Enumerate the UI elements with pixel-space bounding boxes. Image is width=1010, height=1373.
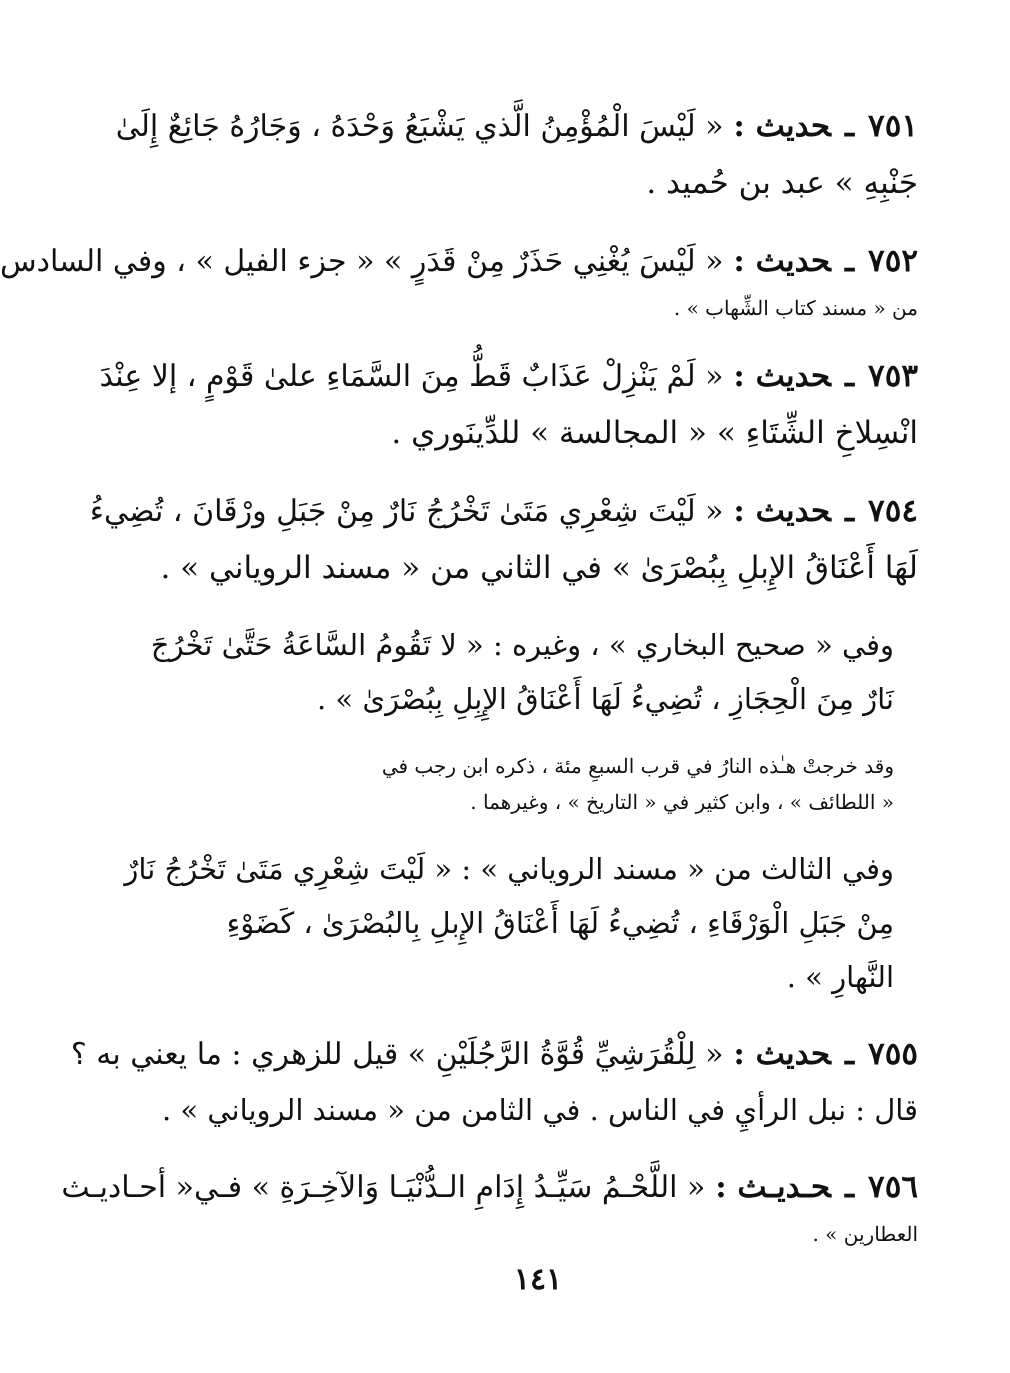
paragraph-line: وقد خرجتْ هـٰذه النارُ في قرب السبعِ مئة ، ذكره ابن رجب في: [381, 754, 894, 778]
commentary-paragraph-bukhari: [150, 618, 918, 726]
hadith-entry-756: [61, 1159, 918, 1252]
commentary-paragraph-fire-note: [166, 748, 918, 820]
entry-continuation: العطارين » .: [812, 1222, 918, 1246]
entry-line-1: [89, 483, 918, 540]
entry-number: ٧٥٥: [868, 1036, 918, 1072]
entry-number: ٧٥٤: [868, 493, 918, 529]
entry-dash: ـ: [844, 493, 855, 529]
entry-dash: ـ: [844, 108, 855, 144]
entry-text: « لَيْسَ الْمُؤْمِنُ الَّذي يَشْبَعُ وَحْدَهُ ، وَجَارُهُ جَائِعٌ إِلَىٰ: [115, 109, 724, 144]
entry-line-2: [161, 1083, 918, 1137]
commentary-paragraph-ruyani: [124, 842, 918, 1004]
paragraph-line: « اللطائف » ، وابن كثير في « التاريخ » ، وغيرهما .: [470, 790, 894, 814]
entry-keyword: حـديـث :: [715, 1169, 831, 1205]
entry-number: ٧٥١: [868, 108, 918, 144]
hadith-entry-755: [70, 1026, 918, 1137]
paragraph-line: نَارٌ مِنَ الْحِجَازِ ، تُضِيءُ لَهَا أَعْنَاقُ الإِبِلِ بِبُصْرَىٰ » .: [316, 682, 894, 716]
page-number: ١٤١: [513, 1262, 563, 1297]
entry-text: « لِلْقُرَشِيِّ قُوَّةُ الرَّجُلَيْنِ » قيل للزهري : ما يعني به ؟: [70, 1037, 724, 1072]
hadith-entry-753: [99, 348, 918, 461]
entry-keyword: حديث :: [733, 493, 831, 529]
paragraph-line: وفي « صحيح البخاري » ، وغيره : « لا تَقُومُ السَّاعَةُ حَتَّىٰ تَخْرُجَ: [150, 628, 894, 662]
entry-text: « اللَّحْـمُ سَيِّـدُ إِدَامِ الـدُّنْيَـا وَالآخِـرَةِ » فـي« أحـاديـث: [61, 1170, 706, 1205]
entry-line-2: [166, 290, 918, 326]
entry-line-2: [166, 405, 918, 461]
entry-line-2: [166, 1216, 918, 1252]
entry-continuation: من « مسند كتاب الشِّهاب » .: [673, 296, 918, 320]
entry-continuation: قال : نبل الرأيِ في الناس . في الثامن من « مسند الروياني » .: [161, 1093, 918, 1127]
entry-line-2: [160, 540, 918, 596]
entry-line-1: [70, 1026, 918, 1083]
entry-number: ٧٥٣: [868, 358, 918, 394]
entry-continuation: لَهَا أَعْنَاقُ الإِبلِ بِبُصْرَىٰ » في الثاني من « مسند الروياني » .: [160, 550, 918, 586]
entry-keyword: حديث :: [733, 243, 831, 279]
entry-dash: ـ: [844, 358, 855, 394]
entry-dash: ـ: [844, 1036, 855, 1072]
entry-keyword: حديث :: [733, 1036, 831, 1072]
entry-line-2: [166, 155, 918, 211]
entry-continuation: انْسِلاخِ الشِّتَاءِ » « المجالسة » للدِّينَوري .: [391, 415, 918, 451]
entry-text: « لَمْ يَنْزِلْ عَذَابٌ قَطُّ مِنَ السَّمَاءِ علىٰ قَوْمٍ ، إلا عِنْدَ: [99, 359, 724, 394]
page-body: [0, 98, 918, 1274]
entry-line-1: [0, 233, 918, 290]
entry-keyword: حديث :: [733, 358, 831, 394]
paragraph-line: وفي الثالث من « مسند الروياني » : « لَيْتَ شِعْرِي مَتَىٰ تَخْرُجُ نَارٌ: [124, 852, 894, 886]
entry-line-1: [115, 98, 918, 155]
entry-number: ٧٥٢: [868, 243, 918, 279]
entry-text: « لَيْتَ شِعْرِي مَتَىٰ تَخْرُجُ نَارٌ مِنْ جَبَلِ ورْقَانَ ، تُضِيءُ: [89, 494, 724, 529]
hadith-entry-754: [89, 483, 918, 596]
hadith-entry-752: [0, 233, 918, 326]
entry-keyword: حديث :: [733, 108, 831, 144]
entry-dash: ـ: [844, 243, 855, 279]
hadith-entry-751: [115, 98, 918, 211]
entry-text: « لَيْسَ يُغْنِي حَذَرٌ مِنْ قَدَرٍ » « جزء الفيل » ، وفي السادس: [0, 244, 724, 279]
entry-line-1: [61, 1159, 918, 1216]
paragraph-line: النَّهارِ » .: [786, 960, 894, 994]
entry-number: ٧٥٦: [868, 1169, 918, 1205]
entry-continuation: جَنْبِهِ » عبد بن حُميد .: [646, 165, 918, 201]
paragraph-line: مِنْ جَبَلِ الْوَرْقَاءِ ، تُضِيءُ لَهَا أَعْنَاقُ الإِبلِ بِالبُصْرَىٰ ، كَضَوْءِ: [226, 906, 894, 940]
entry-line-1: [99, 348, 918, 405]
entry-dash: ـ: [844, 1169, 855, 1205]
